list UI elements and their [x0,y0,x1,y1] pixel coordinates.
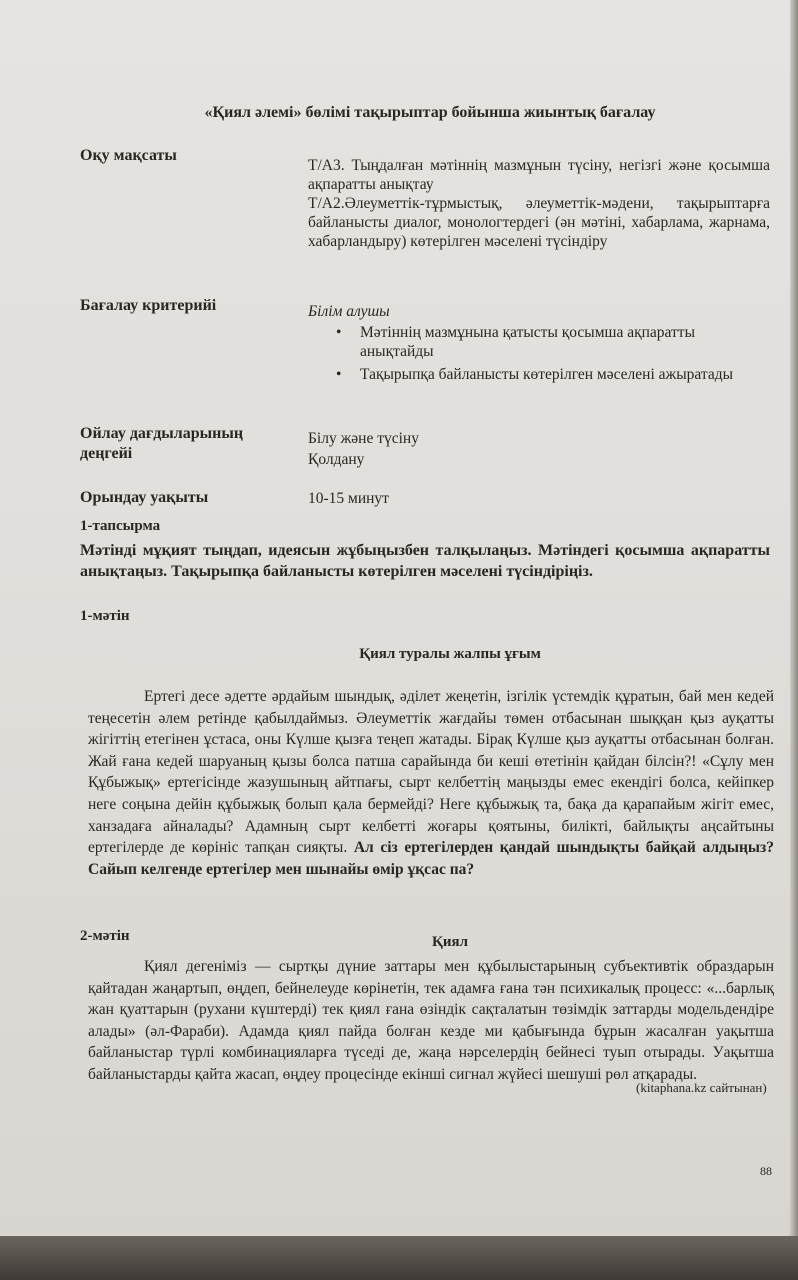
goals-label: Оқу мақсаты [80,147,177,164]
criteria-item [336,365,770,384]
criteria-label: Бағалау критерийі [80,297,217,314]
goals-line-1: Т/А3. Тыңдалған мәтіннің мазмұнын түсіну, негізгі және қосымша ақпаратты анықтау [308,157,770,193]
text2-label: 2-мәтін [80,928,130,944]
background-surface [0,1236,798,1280]
skills-label: Ойлау дағдыларының деңгейі [80,425,244,462]
criteria-intro: Білім алушы [308,303,390,320]
goals-line-2: Т/А2.Әлеуметтік-тұрмыстық, әлеуметтік-мәдени, тақырыптарға байланысты диалог, монологтердегі (ән мәтіні, хабарлама, жарнама, хабарландыру) көтерілген мәселені түсіндіру [308,195,770,250]
task-instructions: Мәтінді мұқият тыңдап, идеясын жұбыңызбен талқылаңыз. Мәтіндегі қосымша ақпаратты анықтаңыз. Тақырыпқа байланысты көтерілген мәселені түсіндіріңіз. [80,542,770,580]
text1-bold-question: Ал сіз ертегілерден қандай шындықты байқай алдыңыз? Сайып келгенде ертегілер мен шынайы өмір ұқсас па? [88,839,774,878]
page-title: «Қиял әлемі» бөлімі тақырыптар бойынша жиынтық бағалау [204,104,656,121]
source-citation: (kitaphana.kz сайтынан) [636,1080,767,1095]
time-value: 10-15 минут [308,490,389,507]
time-label: Орындау уақыты [80,489,209,506]
criteria-list [308,323,770,384]
text1-body [88,686,774,880]
page-edge-shadow [790,0,798,1240]
text1-heading: Қиял туралы жалпы ұғым [359,646,541,662]
skills-line-1: Білу және түсіну [308,430,419,447]
text2-body [88,956,774,1086]
goals-value [308,156,770,251]
text2-heading: Қиял [431,934,469,950]
text1-label: 1-мәтін [80,608,130,624]
criteria-item [336,323,770,361]
text2-paragraph: Қиял дегеніміз — сыртқы дүние заттары мен құбылыстарының субъективтік образдарын қайтадан жаңартып, өңдеп, бейнелеуде көрінетін, тек адамға ғана тән психикалық процесс: «...барлық жан қуаттарын (рухани күштерді) тек қиял ғана өзіндік сақталатын төзімдік заттарды модельдендіре алады» (әл-Фараби). Адамда қиял пайда болған кезде ми қабығында бұрын жасалған уақытша байланыстар түрлі комбинацияларға түседі де, жаңа нәрселердің бейнесі туып отырады. Уақытша байланыстарды қайта жасап, өңдеу процесінде екінші сигнал жүйесі шешуші рөл атқарады. [88,958,774,1083]
skills-line-2: Қолдану [308,451,365,468]
criteria-item-text: Мәтіннің мазмұнына қатысты қосымша ақпаратты анықтайды [360,324,695,360]
page-number: 88 [760,1164,772,1178]
criteria-item-text: Тақырыпқа байланысты көтерілген мәселені ажыратады [360,366,734,383]
skills-value [308,428,770,470]
bullet-icon: • [336,324,342,341]
text1-regular: Ертегі десе әдетте әрдайым шындық, әділет жеңетін, ізгілік үстемдік құратын, бай мен кедей теңесетін әлем ретінде қабылдаймыз. Әлеуметтік жағдайы төмен отбасынан шыққан қыз ауқатты жігіттің етегінен ұстаса, оны Күлше қызға теңеп жатады. Бірақ Күлше қыз ауқатты отбасынан болған. Жай ғана кедей шаруаның қызы болса патша сарайында би кеші өтетінін қайдан білсін?! «Сұлу мен Құбыжық» ертегісінде жазушының айтпағы, сырт келбеттің маңызды емес екендігі болса, кейіпкер неге соңына дейін құбыжық болып қала бермейді? Неге құбыжық та, бақа да қарапайым жігіт емес, ханзадаға айналады? Адамның сырт келбетті жоғары қоятыны, билікті, байлықты аңсайтыны ертегілерде де көрініс тапқан сияқты. [88,688,774,857]
bullet-icon: • [336,366,342,383]
criteria-value [308,302,770,388]
task-heading: 1-тапсырма [80,518,161,534]
text1-paragraph [88,686,774,880]
